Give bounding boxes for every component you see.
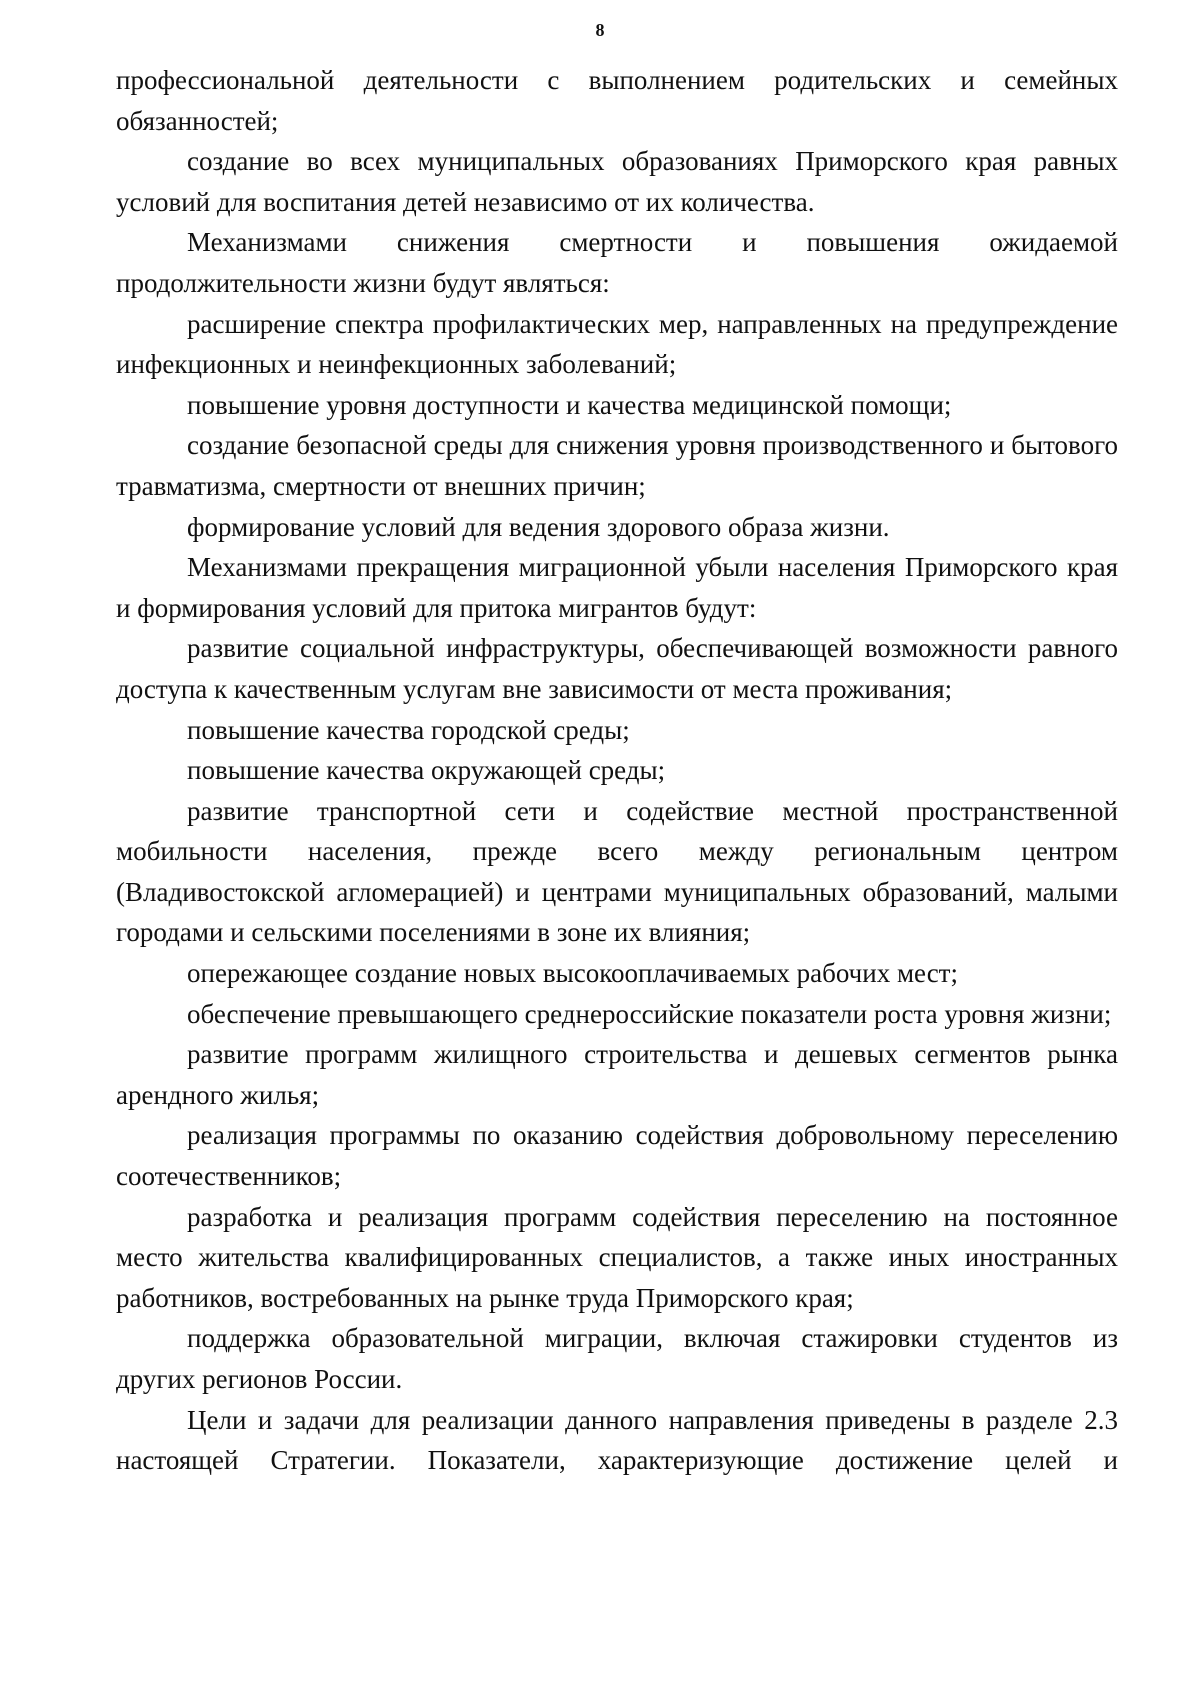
paragraph: развитие программ жилищного строительства и дешевых сегментов рынка арендного жилья; <box>116 1039 1118 1110</box>
paragraph: развитие транспортной сети и содействие местной пространственной мобильности населения, прежде всего между региональным центром (Владивостокской агломерацией) и центрами муниципальных образований, малыми городами и сельскими поселениями в зоне их влияния; <box>116 795 1118 948</box>
paragraph: Цели и задачи для реализации данного направления приведены в разделе 2.3 настоящей Стратегии. Показатели, характеризующие достижение целей и <box>116 1404 1118 1476</box>
paragraph: профессиональной деятельности с выполнением родительских и семейных обязанностей; <box>116 65 1118 136</box>
paragraph: создание во всех муниципальных образованиях Приморского края равных условий для воспитания детей независимо от их количества. <box>116 146 1118 217</box>
paragraph: повышение уровня доступности и качества медицинской помощи; <box>187 389 952 420</box>
paragraph: создание безопасной среды для снижения уровня производственного и бытового травматизма, смертности от внешних причин; <box>116 430 1118 501</box>
paragraph: повышение качества городской среды; <box>187 714 630 745</box>
paragraph: поддержка образовательной миграции, включая стажировки студентов из других регионов России. <box>116 1323 1118 1394</box>
paragraph: Механизмами снижения смертности и повышения ожидаемой продолжительности жизни будут являться: <box>116 227 1118 298</box>
paragraph: реализация программы по оказанию содействия добровольному переселению соотечественников; <box>116 1120 1118 1192</box>
paragraph: Механизмами прекращения миграционной убыли населения Приморского края и формирования условий для притока мигрантов будут: <box>116 552 1118 623</box>
paragraph: разработка и реализация программ содействия переселению на постоянное место жительства квалифицированных специалистов, а также иных иностранных работников, востребованных на рынке труда Приморского края; <box>116 1201 1118 1313</box>
paragraph: обеспечение превышающего среднероссийские показатели роста уровня жизни; <box>187 998 1112 1029</box>
page-number: 8 <box>595 20 605 40</box>
paragraph: расширение спектра профилактических мер, направленных на предупреждение инфекционных и неинфекционных заболеваний; <box>116 308 1118 380</box>
paragraph: развитие социальной инфраструктуры, обеспечивающей возможности равного доступа к качественным услугам вне зависимости от места проживания; <box>116 633 1118 704</box>
paragraph: формирование условий для ведения здорового образа жизни. <box>187 511 890 542</box>
paragraph: повышение качества окружающей среды; <box>187 755 666 786</box>
document-body <box>116 60 1118 1481</box>
paragraph: опережающее создание новых высокооплачиваемых рабочих мест; <box>187 958 958 989</box>
